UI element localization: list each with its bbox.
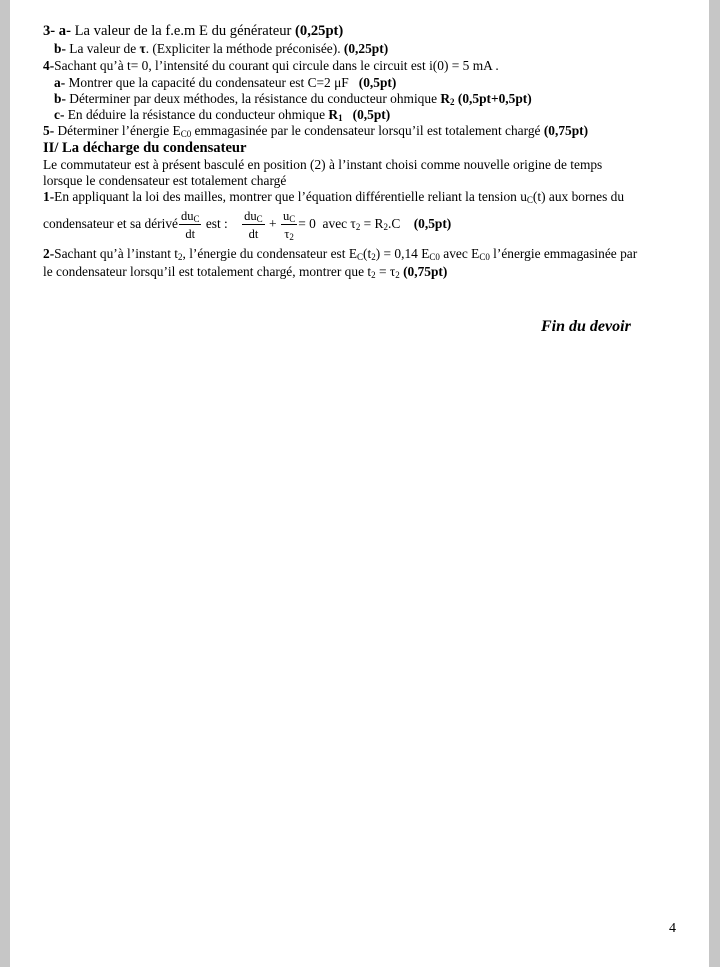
q5-points: (0,75pt) <box>543 123 589 138</box>
q4-label: 4- <box>43 58 55 73</box>
p1-label: 1- <box>43 189 55 204</box>
document-page <box>10 0 709 967</box>
q3a-points: (0,25pt) <box>295 23 344 39</box>
q4b-text: Déterminer par deux méthodes, la résistance du conducteur ohmique <box>65 91 441 106</box>
equation-equals-zero: = 0 <box>298 216 316 231</box>
p2-label: 2- <box>43 246 55 261</box>
q4b-points: (0,5pt+0,5pt) <box>454 91 532 106</box>
q3b-text-pre: La valeur de <box>65 41 140 56</box>
q4-intro: Sachant qu’à t= 0, l’intensité du courant qui circule dans le circuit est i(0) = 5 mA . <box>54 58 499 73</box>
p2-points: (0,75pt) <box>399 264 448 279</box>
q4c-label: c- <box>54 107 65 122</box>
section-line-1: Le commutateur est à présent basculé en position (2) à l’instant choisi comme nouvelle origine de temps <box>43 157 603 172</box>
q3b-label: b- <box>54 41 66 56</box>
p2-line-1: 2-Sachant qu’à l’instant $t_2$, l’énergie du condensateur est $E_C(t_2) = 0,14$ $E_{C0}$ avec $E_{C0}$ l’énergie emmagasinée par <box>43 246 638 262</box>
q5-line <box>43 123 588 139</box>
q3a-text: La valeur de la f.e.m E du générateur <box>70 23 296 39</box>
p1-line-1: 1-En appliquant la loi des mailles, montrer que l’équation différentielle reliant la tension $u_C(t)$ aux bornes du <box>43 189 625 205</box>
q4c-text: En déduire la résistance du conducteur ohmique <box>64 107 329 122</box>
p1-text-pre: En appliquant la loi des mailles, montrer que l’équation différentielle reliant la tension u <box>54 189 527 204</box>
q5-text-post: emmagasinée par le condensateur lorsqu’il est totalement chargé <box>191 123 544 138</box>
equation-fraction-duc-dt: $\frac{du_C}{dt}$ <box>244 208 263 241</box>
q5-text-pre: Déterminer l’énergie E <box>54 123 181 138</box>
q5-sub: C0 <box>180 129 192 139</box>
p1-avec: avec τ <box>319 216 356 231</box>
p1-equation-line: condensateur et sa dérivé $\frac{du_C}{dt}$ est : $\frac{du_C}{dt}$ + $\frac{u_C}{\tau_2}$ = 0 avec $\tau_2 = R_2.C$ (0,5pt) <box>43 208 452 242</box>
q4a-line <box>54 75 396 91</box>
q4b-label: b- <box>54 91 66 106</box>
equation-fraction-uc-tau2: $\frac{u_C}{\tau_2}$ <box>282 208 296 242</box>
equation-plus: + <box>269 216 277 231</box>
p1-text-post: (t) aux bornes du <box>532 189 625 204</box>
page-number: 4 <box>669 921 676 936</box>
p1-line2-text: condensateur et sa dérivé <box>43 216 178 231</box>
fraction-duc-dt: $\frac{du_C}{dt}$ <box>180 208 200 241</box>
p1-est: est : <box>202 216 232 231</box>
q3b-tau: τ <box>139 41 146 56</box>
q4a-points: (0,5pt) <box>358 75 397 90</box>
p1-points: (0,5pt) <box>413 216 452 231</box>
q4a-label: a- <box>54 75 66 90</box>
q3b-points: (0,25pt) <box>343 41 389 56</box>
q4a-text: Montrer que la capacité du condensateur est C=2 μF <box>65 75 353 90</box>
q4c-r: $R_1$ <box>328 107 343 123</box>
q3a-line <box>43 23 343 39</box>
section-title: II/ La décharge du condensateur <box>43 140 247 156</box>
q3b-text-post: . (Expliciter la méthode préconisée). <box>145 41 344 56</box>
section-line-2: lorsque le condensateur est totalement chargé <box>43 173 287 188</box>
end-of-assignment: Fin du devoir <box>541 318 631 335</box>
q3a-label: 3- a- <box>43 23 71 39</box>
q4b-line <box>54 91 532 107</box>
q4-intro-line <box>43 58 499 74</box>
q4c-line <box>54 107 390 123</box>
q4b-r: $R_2$ <box>440 91 455 107</box>
p2-line-2: le condensateur lorsqu’il est totalement chargé, montrer que $t_2 = \tau_2$ (0,75pt) <box>43 264 448 280</box>
q3b-line <box>54 41 388 57</box>
q4c-points: (0,5pt) <box>352 107 391 122</box>
q5-label: 5- <box>43 123 55 138</box>
